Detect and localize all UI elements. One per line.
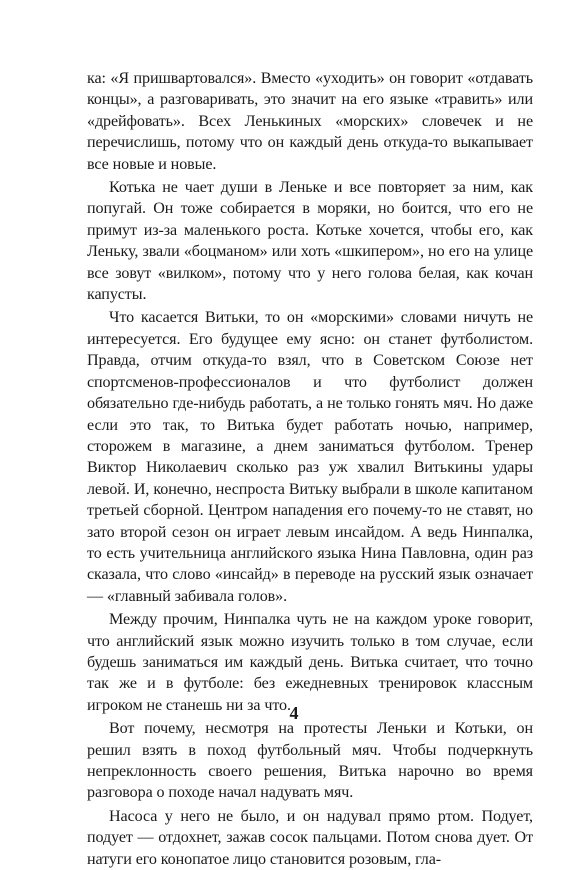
paragraph-5: Вот почему, несмотря на протесты Леньки и Котьки, он решил взять в поход футбольный мяч. Чтобы подчеркнуть непреклонность своего решения, Витька нарочно во время разговора о походе начал надувать мяч. [87,720,533,802]
page-number: 4 [289,703,299,723]
paragraph-1: ка: «Я пришвартовался». Вместо «уходить» он говорит «отдавать концы», а разговаривать, это значит на его языке «травить» или «дрейфовать». Всех Ленькиных «морских» словечек и не перечислишь, потому что он каждый день откуда-то выкапывает все новые и новые. [87,70,533,173]
body-text [87,68,533,870]
paragraph-2: Котька не чает души в Леньке и все повторяет за ним, как попугай. Он тоже собирается в моряки, но боится, что его не примут из-за маленького роста. Котьке хочется, чтобы его, как Леньку, звали «боцманом» или хоть «шкипером», но его на улице все зовут «вилком», потому что у него голова белая, как кочан капусты. [87,179,533,304]
paragraph-4: Между прочим, Нинпалка чуть не на каждом уроке говорит, что английский язык можно изучить только в том случае, если будешь заниматься им каждый день. Витька считает, что точно так же и в футболе: без ежедневных тренировок классным игроком не станешь ни за что. [87,611,533,714]
paragraph-3: Что касается Витьки, то он «морскими» словами ничуть не интересуется. Его будущее ему ясно: он станет футболистом. Правда, отчим откуда-то взял, что в Советском Союзе нет спортсменов-профессионалов и что футболист должен обязательно где-нибудь работать, а не только гонять мяч. Но даже если это так, то Витька будет работать ночью, например, сторожем в магазине, а днем заниматься футболом. Тренер Виктор Николаевич сколько раз уж хвалил Витькины удары левой. И, конечно, неспроста Витьку выбрали в школе капитаном третьей сборной. Центром нападения его почему-то не ставят, но зато второй сезон он играет левым инсайдом. А ведь Нинпалка, то есть учительница английского языка Нина Павловна, один раз сказала, что слово «инсайд» в переводе на русский язык означает — «главный забивала голов». [87,309,533,605]
paragraph-6: Насоса у него не было, и он надувал прямо ртом. Подует, подует — отдохнет, зажав сосок пальцами. Потом снова дует. От натуги его конопатое лицо становится розовым, гла- [87,807,533,868]
